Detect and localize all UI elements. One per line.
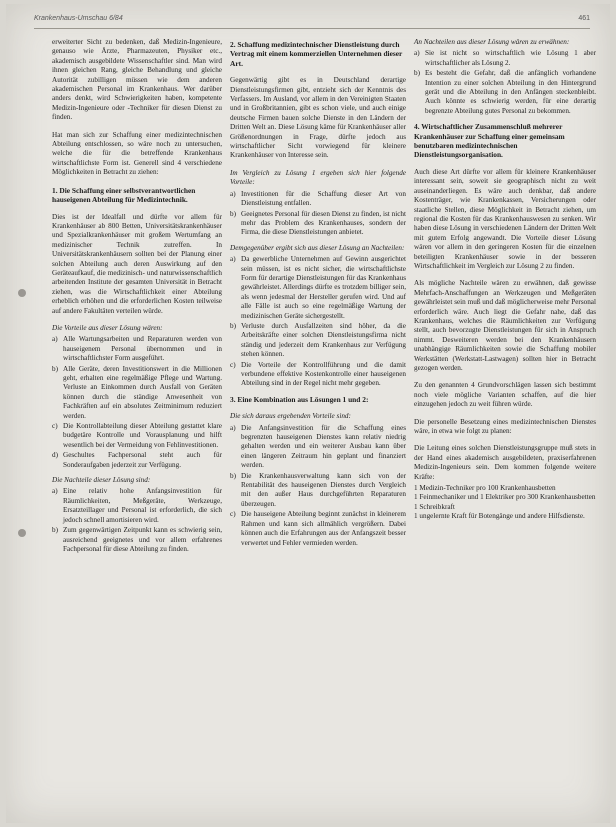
advantages-list bbox=[230, 190, 406, 238]
disadvantages-list bbox=[52, 487, 222, 554]
paragraph: Zu den genannten 4 Grundvorschlägen lassen sich bestimmt noch viele mögliche Varianten schaffen, auf die hier einzugehen jedoch zu weit führen würde. bbox=[414, 381, 596, 409]
disadvantages-list bbox=[414, 49, 596, 116]
list-item: b) Alle Geräte, deren Investitionswert in die Millionen geht, erhalten eine regelmäßige Pflege und Wartung. Verluste an Einkommen durch Ausfall von Geräten können durch die ständige Anwesenheit von Fachkräften auf ein absolutes Zeitminimum reduziert werden. bbox=[52, 364, 222, 420]
disadvantages-list bbox=[230, 255, 406, 389]
column-middle bbox=[230, 38, 406, 554]
running-header bbox=[34, 14, 590, 29]
paragraph: erweiterter Sicht zu bedenken, daß Medizin-Ingenieure, genauso wie Ärzte, Pharmazeuten, Physiker etc., akademisch ausgebildete Wissenschaftler sind. Man wird ihnen gleichen Rang, gleiche Behandlung und gleiche Autorität zubilligen müssen wie dem anderen akademischen Personal im Krankenhaus. Wer darüber anders denkt, wird Schwierigkeiten haben, kompetente Medizin-Ingenieure oder -Techniker für diesen Dienst zu finden. bbox=[52, 38, 222, 122]
list-item: b) Verluste durch Ausfallzeiten sind höher, da die Arbeitskräfte einer solchen Dienstleistungsfirma nicht ständig und jederzeit dem Krankenhaus zur Verfügung stehen können. bbox=[230, 321, 406, 359]
staff-line: 1 ungelernte Kraft für Botengänge und andere Hilfsdienste. bbox=[414, 512, 585, 521]
list-item: c) Die Kontrollabteilung dieser Abteilung gestattet klare budgetäre Kontrolle und Vorausplanung und hilft wesentlich bei der Vermeidung von Fehlinvestitionen. bbox=[52, 422, 222, 449]
paragraph: Die Leitung eines solchen Dienstleistungsgruppe muß stets in der Hand eines akademisch ausgebildeten, praxiserfahrenen Medizin-Ingenieurs sein. Dem kommen folgende weitere Kräfte: bbox=[414, 444, 596, 481]
section-heading: 4. Wirtschaftlicher Zusammenschluß mehrerer Krankenhäuser zur Schaffung einer gemeinsam benutzbaren medizintechnischen Dienstleistungsorganisation. bbox=[414, 122, 565, 160]
staff-line: 1 Feinmechaniker und 1 Elektriker pro 300 Krankenhausbetten bbox=[414, 493, 596, 502]
list-heading: Die sich daraus ergebenden Vorteile sind: bbox=[230, 412, 351, 421]
column-right bbox=[414, 38, 596, 522]
paragraph: Als mögliche Nachteile wären zu erwähnen, daß gewisse Mehrfach-Anschaffungen an Werkzeugen und Meßgeräten gewährleistet sein muß und daß möglicherweise mehr Personal erforderlich wäre. Auch liegt die Gefahr nahe, daß das Krankenhaus, welches die Räumlichkeiten zur Verfügung stellt, auch bevorzugte Dienstleistungen für sich in Anspruch nimmt. Desweiteren werden bei den Krankenhäusern unabhängige Räumlichkeiten sowie die Schaffung mobiler Werkstätten (Werkstatt-Lastwagen) sollten hier in Betracht gezogen werden. bbox=[414, 279, 596, 372]
paragraph: Dies ist der Idealfall und dürfte vor allem für Krankenhäuser ab 800 Betten, Universitätskrankenhäuser und Spezialkrankenhäuser mit großem Wertumfang an medizinischer Technik zutreffen. In Universitätskrankenhäusern sollten bei der Planung einer solchen Abteilung auch deren Auswirkung auf den Geräteaufkauf, die medizinisch- und naturwissenschaftlich arbeitenden Institute der gesamten Universität in Betracht ziehen, was die Wirtschaftlichkeit einer Abteilung erheblich erhöhen und die erforderlichen Kosten teilweise auf andere Fakultäten verteilen würde. bbox=[52, 212, 222, 315]
list-heading: Die Vorteile aus dieser Lösung wären: bbox=[52, 323, 163, 332]
list-item: a) Eine relativ hohe Anfangsinvestition für Räumlichkeiten, Meßgeräte, Werkzeuge, Ersatzteillager und Personal ist erforderlich, die sich jedoch schnell amortisieren wird. bbox=[52, 487, 222, 524]
list-item: b) Die Krankenhausverwaltung kann sich von der Rentabilität des hauseigenen Dienstes durch Vergleich mit den außer Haus durchgeführten Reparaturen überzeugen. bbox=[230, 471, 406, 508]
list-heading: An Nachteilen aus dieser Lösung wären zu erwähnen: bbox=[414, 38, 570, 46]
document-page bbox=[6, 4, 610, 823]
list-heading: Die Nachteile dieser Lösung sind: bbox=[52, 476, 151, 485]
staff-line: 1 Schreibkraft bbox=[414, 502, 455, 511]
list-item: a) Alle Wartungsarbeiten und Reparaturen werden von hauseigenem Personal übernommen und in wirtschaftlichster Form ausgeführt. bbox=[52, 335, 222, 363]
section-heading: 1. Die Schaffung einer selbstverantwortlichen hauseigenen Abteilung für Medizintechnik. bbox=[52, 185, 196, 205]
list-item: a) Die Anfangsinvestition für die Schaffung eines begrenzten hauseigenen Dienstes kann relativ niedrig gehalten werden und ein weiterer Ausbau kann über einen längeren Zeitraum hin geplant und finanziert werden. bbox=[230, 423, 406, 470]
staff-line: 1 Medizin-Techniker pro 100 Krankenhausbetten bbox=[414, 484, 556, 493]
list-item: b) Zum gegenwärtigen Zeitpunkt kann es schwierig sein, ausreichend geeignetes und vor allem erfahrenes Fachpersonal für diese Abteilung zu finden. bbox=[52, 526, 222, 553]
list-heading: Demgegenüber ergibt sich aus dieser Lösung an Nachteilen: bbox=[230, 243, 405, 252]
advantages-list bbox=[230, 424, 406, 548]
advantages-list bbox=[52, 335, 222, 470]
section-heading: 3. Eine Kombination aus Lösungen 1 und 2: bbox=[230, 394, 369, 404]
list-heading: Im Vergleich zu Lösung 1 ergeben sich hier folgende Vorteile: bbox=[230, 168, 406, 187]
paragraph: Hat man sich zur Schaffung einer medizintechnischen Abteilung entschlossen, so wäre noch zu untersuchen, welche die für die betreffende Krankenhaus wirtschaftlichste Form ist. Generell sind 4 verschiedene Möglichkeiten in Betracht zu ziehen: bbox=[52, 130, 222, 177]
list-item: a) Da gewerbliche Unternehmen auf Gewinn ausgerichtet sein müssen, ist es nicht sicher, die wirtschaftlichste Form für derartige Dienstleistungen für das Krankenhaus gewährleistet. Allerdings dürfte es trotzdem billiger sein, als wenn jedesmal der Hersteller gerufen wird. Und auf alle Fälle ist auch so eine regelmäßige Wartung der medizinischen Geräte sichergestellt. bbox=[230, 255, 406, 320]
binder-hole bbox=[18, 529, 26, 537]
list-item: b) Geeignetes Personal für diesen Dienst zu finden, ist nicht mehr das Problem des Krankenhauses, sondern der Firma, die diese Dienstleistungen anbietet. bbox=[230, 209, 406, 237]
list-item: b) Es besteht die Gefahr, daß die anfänglich vorhandene Intention zu einer solchen Abteilung in den Hintergrund gerät und die Abteilung in den Anfängen steckenbleibt. Auch könnte es schwierig werden, für eine derartig begrenzte Abteilung gutes Personal zu bekommen. bbox=[414, 69, 596, 115]
journal-title: Krankenhaus-Umschau 6/84 bbox=[34, 15, 123, 22]
paragraph: Auch diese Art dürfte vor allem für kleinere Krankenhäuser interessant sein, soweit sie geographisch nicht zu weit auseinanderliegen. Es wäre auch denkbar, daß andere Kostenträger, wie Krankenkassen, Versicherungen oder staatliche Stellen, diese Möglichkeit in Betracht ziehen, um regional die Kosten für das Krankenhauswesen zu senken. Wir haben diese Lösung in verschiedenen Ländern der Dritten Welt mit gutem Erfolg angewandt. Die Vorteile dieser Lösung wären vor allem in den geringeren Kosten für die einzelnen beteiligten Krankenhäuser sowie in der besseren Wirtschaftlichkeit im Vergleich zur Lösung 2 zu finden. bbox=[414, 167, 596, 270]
list-item: a) Investitionen für die Schaffung dieser Art von Dienstleistung entfallen. bbox=[230, 189, 406, 208]
list-item: c) Die Vorteile der Kontrollführung und die damit verbundene effektive Kostenkontrolle einer hauseigenen Abteilung sind in der Regel nicht mehr gegeben. bbox=[230, 360, 406, 388]
binder-hole bbox=[18, 289, 26, 297]
list-item: c) Die hauseigene Abteilung beginnt zunächst in kleinerem Rahmen und kann sich allmählich vergrößern. Dabei können auch die Erfahrungen aus der Anfangszeit besser verwertet und Fehler vermieden werden. bbox=[230, 510, 406, 547]
list-item: d) Geschultes Fachpersonal steht auch für Sonderaufgaben jederzeit zur Verfügung. bbox=[52, 451, 222, 469]
paragraph: Gegenwärtig gibt es in Deutschland derartige Dienstleistungsfirmen gibt, entzieht sich der Kenntnis des Verfassers. Im Ausland, vor allem in den Vereinigten Staaten und in Großbritannien, gibt es schon viele, und auch einige deutsche Firmen bauen solche Dienste in den Ländern der Dritten Welt an. Diese Lösung käme für Krankenhäuser aller Größenordnungen in Frage, dürfte jedoch aus wirtschaftlicher Sicht vorwiegend für kleinere Krankenhäuser von Interesse sein. bbox=[230, 76, 406, 160]
section-heading: 2. Schaffung medizintechnischer Dienstleistung durch Vertrag mit einem kommerziellen Unternehmen dieser Art. bbox=[230, 40, 403, 68]
column-left bbox=[52, 38, 222, 560]
list-item: a) Sie ist nicht so wirtschaftlich wie Lösung 1 aber wirtschaftlicher als Lösung 2. bbox=[414, 49, 596, 67]
page-number: 461 bbox=[578, 15, 590, 22]
paragraph: Die personelle Besetzung eines medizintechnischen Dienstes wäre, in etwa wie folgt zu planen: bbox=[414, 417, 596, 436]
